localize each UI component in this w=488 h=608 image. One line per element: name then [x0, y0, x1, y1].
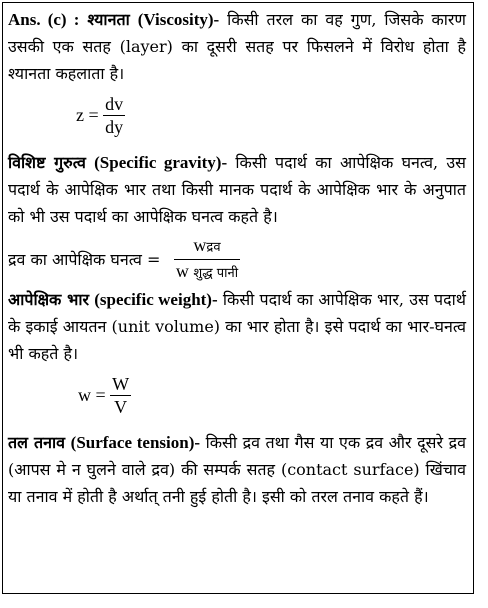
denominator-w: w: [175, 261, 189, 281]
specific-weight-numerator: W: [112, 374, 130, 394]
specific-gravity-term-english: (Specific gravity)-: [94, 153, 228, 172]
specific-weight-formula: [8, 367, 466, 429]
specific-weight-definition: किसी पदार्थ का आपेक्षिक भार, उस पदार्थ के इकाई आयतन (unit volume) का भार होता है। इसे पदार्थ का भार-घनत्व भी कहते है।: [8, 290, 467, 363]
specific-weight-denominator: V: [114, 397, 128, 417]
viscosity-formula-lhs: z =: [76, 105, 99, 125]
denominator-water-label: शुद्ध पानी: [193, 266, 239, 281]
specific-weight-formula-lhs: w =: [78, 385, 106, 405]
specific-weight-term-english: (specific weight)-: [94, 290, 218, 309]
specific-gravity-formula: [8, 230, 466, 286]
numerator-liquid-label: द्रव: [206, 240, 221, 255]
viscosity-fraction: [103, 93, 125, 138]
surface-tension-definition: किसी द्रव तथा गैस या एक द्रव और दूसरे द्रव (आपस मे न घुलने वाले द्रव) की सम्पर्क सतह (contact surface) खिंचाव या तनाव में होती है अर्थात् तनी हुई होती है। इसी को तरल तनाव कहते हैं।: [8, 433, 466, 506]
specific-gravity-formula-lhs: द्रव का आपेक्षिक घनत्व =: [8, 250, 161, 269]
surface-tension-term-hindi: तल तनाव: [8, 433, 66, 452]
surface-tension-paragraph: [8, 429, 466, 510]
specific-gravity-term-hindi: विशिष्ट गुरुत्व: [8, 153, 86, 172]
specific-weight-term-hindi: आपेक्षिक भार: [8, 290, 90, 309]
answer-label: Ans. (c) :: [8, 10, 80, 29]
specific-gravity-paragraph: [8, 149, 466, 230]
viscosity-term-hindi: श्यानता: [87, 10, 130, 29]
surface-tension-term-english: (Surface tension)-: [70, 433, 201, 452]
specific-gravity-definition: किसी पदार्थ का आपेक्षिक घनत्व, उस पदार्थ के आपेक्षिक भार तथा किसी मानक पदार्थ के आपेक्षिक भार के अनुपात को भी उस पदार्थ का आपेक्षिक घनत्व कहते है।: [8, 153, 466, 226]
viscosity-denominator: dy: [105, 117, 124, 137]
viscosity-paragraph: [8, 6, 466, 87]
viscosity-definition: किसी तरल का वह गुण, जिसके कारण उसकी एक सतह (layer) का दूसरी सतह पर फिसलने में विरोध होता है श्यानता कहलाता है।: [8, 10, 466, 83]
specific-weight-fraction: [110, 373, 131, 418]
viscosity-term-english: (Viscosity)-: [137, 10, 220, 29]
numerator-w: w: [193, 235, 207, 255]
specific-gravity-numerator: [191, 234, 222, 259]
specific-gravity-denominator: [174, 260, 240, 285]
viscosity-numerator: dv: [105, 94, 124, 114]
viscosity-formula: [8, 87, 466, 149]
specific-gravity-fraction: [174, 234, 240, 285]
specific-weight-paragraph: [8, 286, 466, 367]
answer-content: [8, 6, 466, 510]
